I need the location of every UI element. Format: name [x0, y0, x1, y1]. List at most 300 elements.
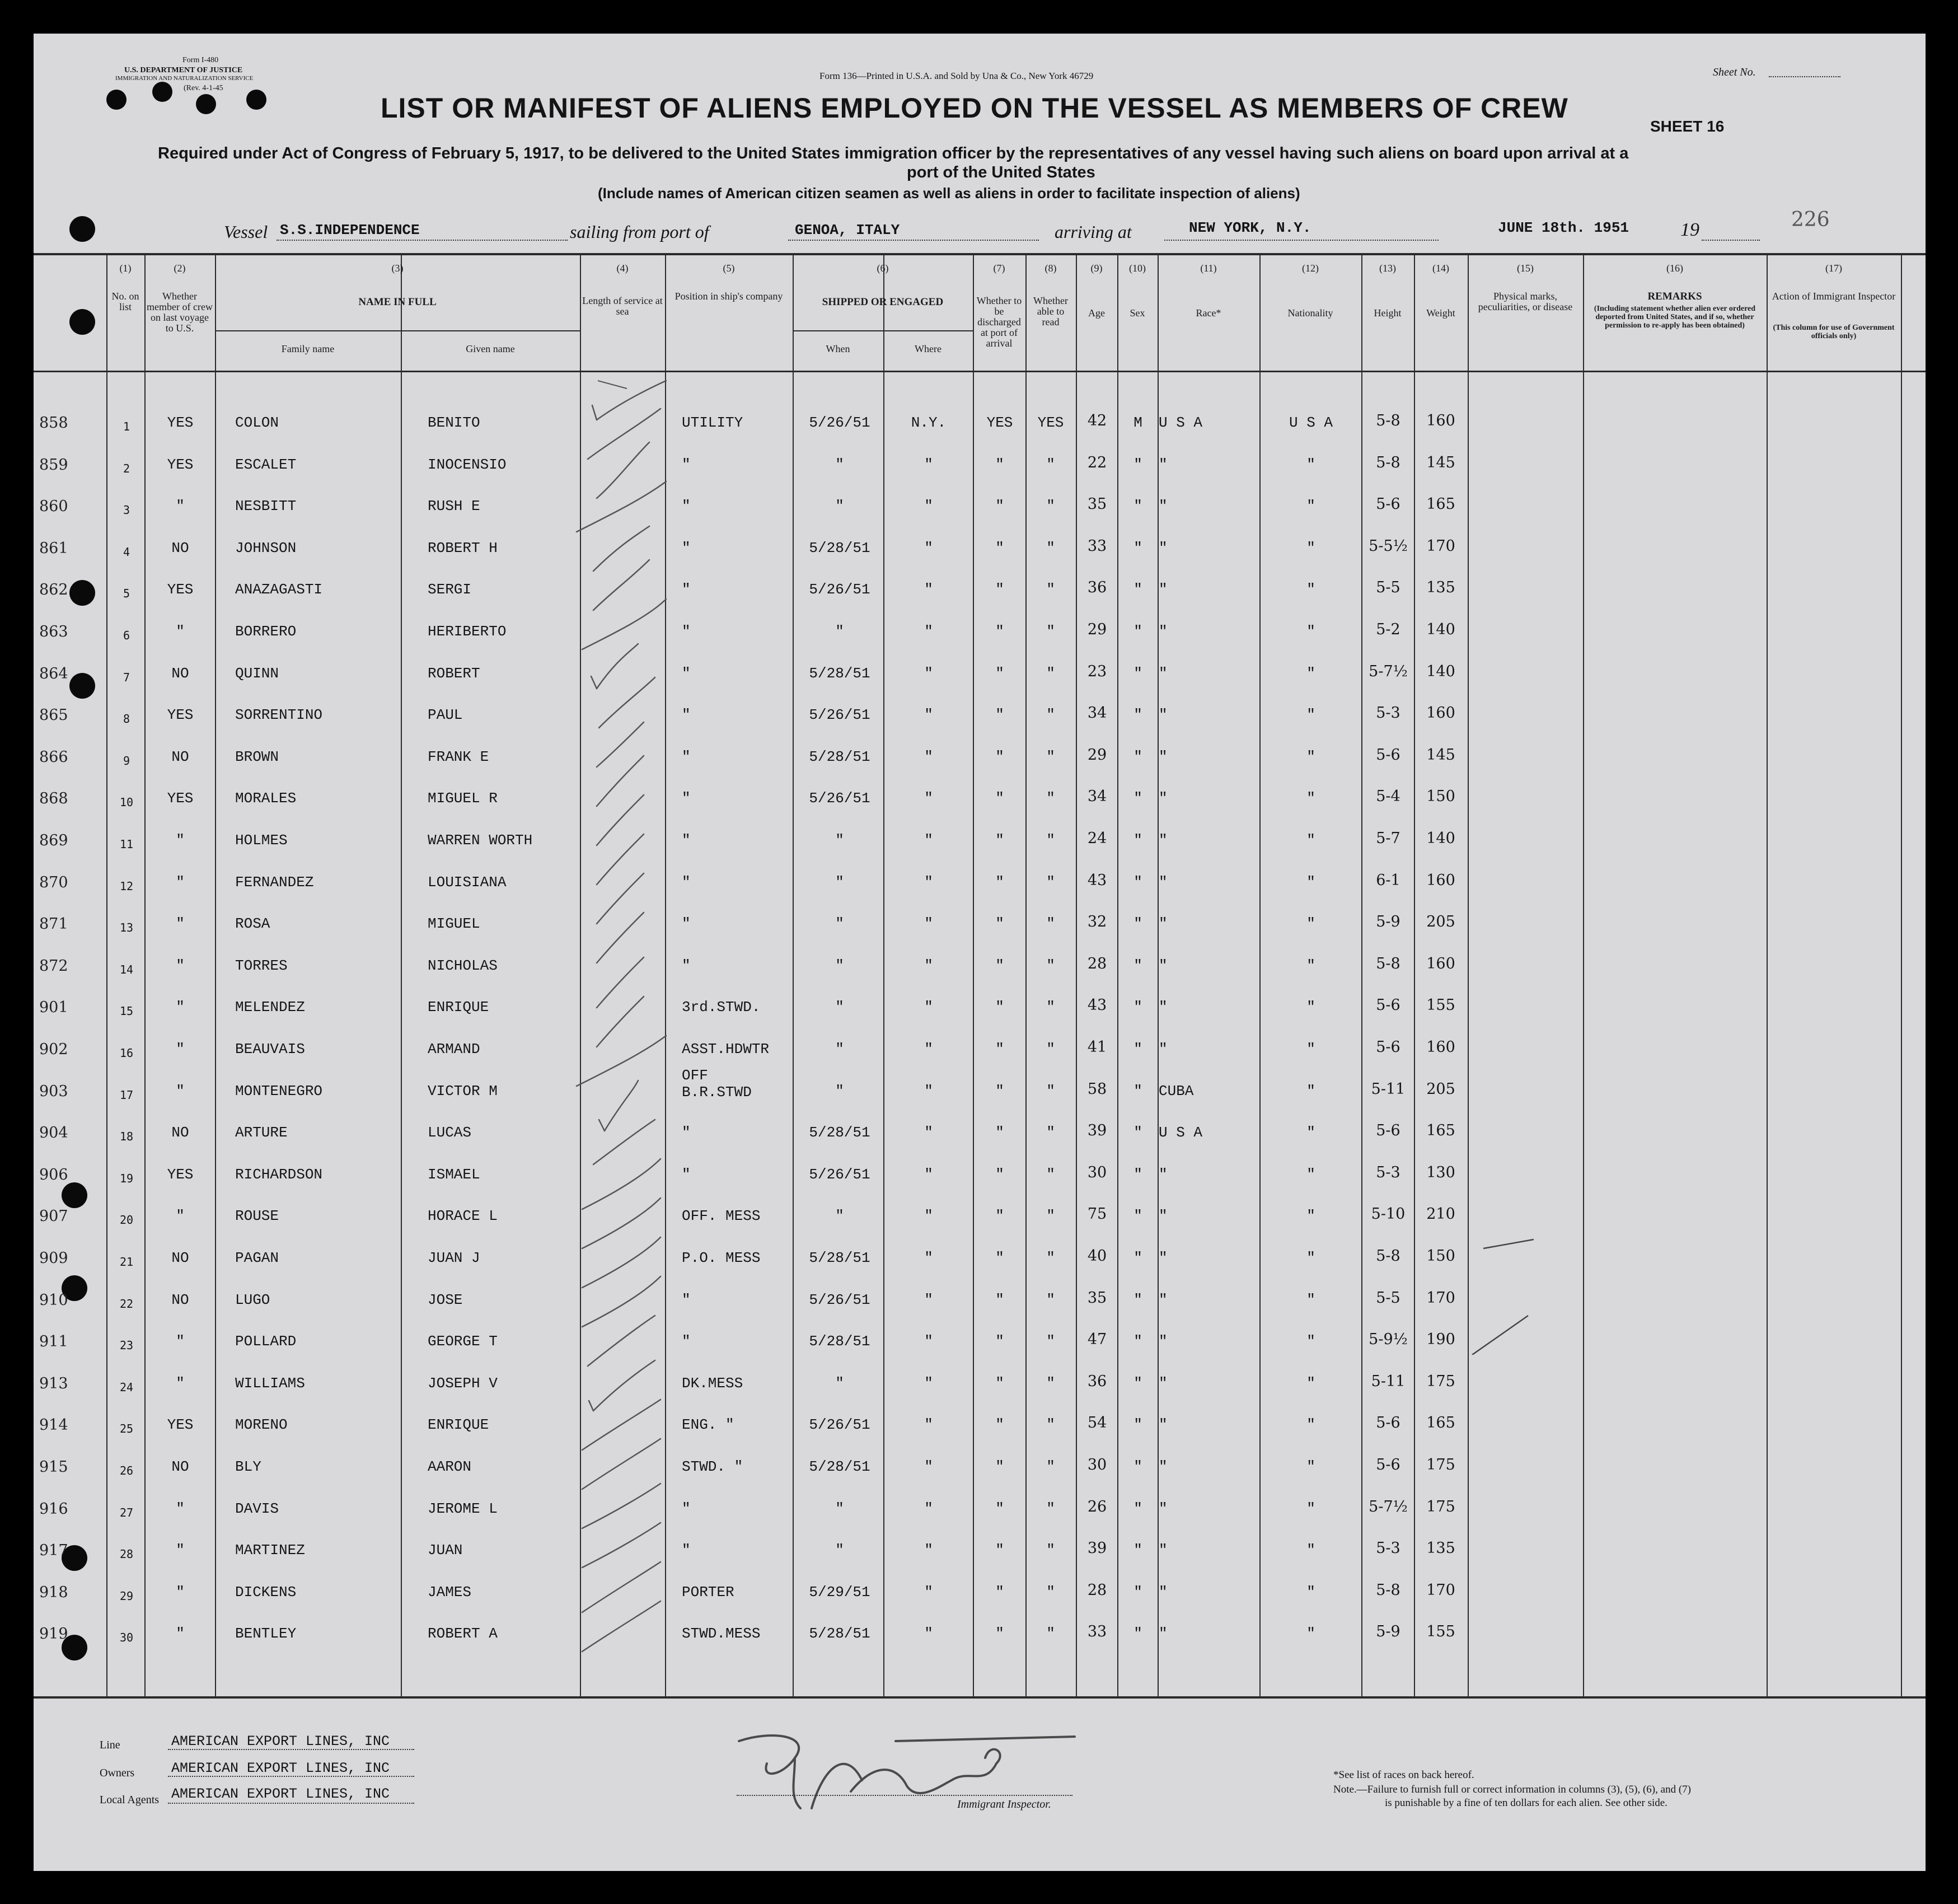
cell-given: LOUISIANA — [428, 874, 507, 891]
cell-given: ROBERT A — [428, 1625, 498, 1642]
cell-dis: " — [995, 874, 1004, 891]
cell-no: 25 — [119, 1422, 134, 1435]
column-number: (8) — [1044, 263, 1057, 274]
column-header-label: REMARKS — [1647, 291, 1702, 302]
cell-ref: 863 — [39, 623, 68, 640]
cell-ht: 5-6 — [1376, 1122, 1400, 1139]
cell-sex: " — [1133, 915, 1142, 932]
cell-ref: 862 — [39, 581, 68, 598]
cell-wt: 205 — [1426, 913, 1455, 930]
cell-family: TORRES — [235, 957, 288, 974]
cell-given: WARREN WORTH — [428, 832, 533, 849]
cell-read: YES — [1037, 414, 1064, 431]
cell-sex: " — [1133, 1458, 1142, 1475]
cell-age: 28 — [1087, 955, 1107, 972]
cell-given: LUCAS — [428, 1124, 472, 1141]
cell-wt: 130 — [1426, 1164, 1455, 1181]
cell-no: 24 — [119, 1381, 134, 1394]
cell-family: BROWN — [235, 748, 279, 765]
cell-ht: 5-2 — [1376, 621, 1400, 638]
cell-sex: " — [1133, 874, 1142, 891]
cell-family: ANAZAGASTI — [235, 581, 323, 598]
cell-wt: 150 — [1426, 788, 1455, 805]
vessel-name: S.S.INDEPENDENCE — [280, 222, 420, 238]
cell-prev: NO — [171, 540, 189, 556]
cell-when: 5/28/51 — [809, 540, 870, 556]
cell-nat: " — [1306, 498, 1315, 514]
cell-race: " — [1159, 1500, 1168, 1517]
cell-wt: 210 — [1426, 1205, 1455, 1223]
cell-nat: " — [1306, 540, 1315, 556]
cell-ref: 865 — [39, 707, 68, 724]
cell-sex: " — [1133, 623, 1142, 640]
cell-where: " — [924, 1208, 933, 1224]
cell-age: 28 — [1087, 1582, 1107, 1599]
cell-ht: 5-8 — [1376, 1247, 1400, 1265]
cell-age: 30 — [1087, 1164, 1107, 1181]
column-header-label: SHIPPED OR ENGAGED — [822, 296, 944, 308]
cell-ht: 6-1 — [1376, 872, 1400, 889]
cell-sex: " — [1133, 1292, 1142, 1308]
cell-when: 5/28/51 — [809, 1250, 870, 1266]
cell-nat: " — [1306, 1542, 1315, 1559]
form-number: Form I-480 — [182, 56, 219, 64]
column-header-label: Whether to be discharged at port of arrival — [976, 295, 1022, 349]
column-number: (14) — [1432, 263, 1449, 274]
cell-no: 21 — [119, 1255, 134, 1269]
cell-given: ARMAND — [428, 1041, 480, 1058]
cell-ht: 5-8 — [1376, 1582, 1400, 1599]
arrival-date: JUNE 18th. 1951 — [1498, 219, 1629, 236]
arriving-label: arriving at — [1055, 222, 1132, 242]
cell-ref: 902 — [39, 1041, 68, 1058]
cell-age: 54 — [1087, 1414, 1107, 1431]
cell-nat: " — [1306, 707, 1315, 723]
cell-read: " — [1046, 1124, 1055, 1141]
cell-wt: 145 — [1426, 746, 1455, 764]
cell-age: 41 — [1087, 1038, 1107, 1056]
column-number: (4) — [616, 263, 629, 274]
punch-hole — [106, 90, 127, 110]
cell-wt: 155 — [1426, 1623, 1455, 1640]
cell-dis: " — [995, 540, 1004, 556]
cell-where: " — [924, 1375, 933, 1392]
sailing-port: GENOA, ITALY — [795, 222, 900, 238]
column-number: (13) — [1379, 263, 1396, 274]
cell-no: 30 — [119, 1631, 134, 1644]
cell-ht: 5-9 — [1376, 913, 1400, 930]
cell-nat: " — [1306, 1208, 1315, 1224]
cell-read: " — [1046, 456, 1055, 473]
cell-dis: " — [995, 707, 1004, 723]
cell-family: WILLIAMS — [235, 1375, 305, 1392]
cell-where: " — [924, 540, 933, 556]
cell-no: 7 — [123, 671, 130, 684]
cell-race: " — [1159, 1416, 1168, 1433]
cell-wt: 170 — [1426, 1289, 1455, 1307]
cell-ht: 5-7½ — [1369, 1498, 1408, 1515]
column-number: (16) — [1666, 263, 1683, 274]
cell-prev: " — [176, 1625, 185, 1642]
cell-no: 22 — [119, 1297, 134, 1311]
cell-dis: " — [995, 915, 1004, 932]
cell-no: 13 — [119, 921, 134, 934]
cell-where: " — [924, 790, 933, 807]
cell-given: JOSE — [428, 1292, 463, 1308]
cell-age: 40 — [1087, 1247, 1107, 1265]
column-header-label: Age — [1088, 307, 1105, 319]
cell-ref: 903 — [39, 1083, 68, 1100]
cell-age: 33 — [1087, 537, 1107, 555]
cell-where: " — [924, 1500, 933, 1517]
cell-ref: 866 — [39, 748, 68, 766]
cell-read: " — [1046, 1500, 1055, 1517]
cell-prev: YES — [167, 414, 194, 431]
cell-pos: " — [682, 1500, 691, 1517]
column-divider — [144, 255, 146, 1696]
punch-hole — [246, 90, 266, 110]
manifest-title: LIST OR MANIFEST OF ALIENS EMPLOYED ON THE VESSEL AS MEMBERS OF CREW — [381, 92, 1568, 124]
cell-dis: " — [995, 623, 1004, 640]
cell-where: " — [924, 665, 933, 682]
cell-read: " — [1046, 1542, 1055, 1559]
cell-dis: " — [995, 1124, 1004, 1141]
cell-dis: " — [995, 832, 1004, 849]
cell-age: 35 — [1087, 495, 1107, 513]
inspector-line — [737, 1795, 1072, 1796]
cell-no: 2 — [123, 462, 130, 475]
cell-ref: 859 — [39, 456, 68, 474]
cell-when: " — [835, 1083, 844, 1100]
cell-ht: 5-11 — [1371, 1373, 1406, 1390]
cell-wt: 160 — [1426, 955, 1455, 972]
cell-ref: 910 — [39, 1292, 68, 1309]
cell-read: " — [1046, 874, 1055, 891]
cell-given: GEORGE T — [428, 1333, 498, 1350]
cell-ref: 868 — [39, 790, 68, 807]
cell-prev: YES — [167, 1416, 194, 1433]
agents-label: Local Agents — [100, 1794, 160, 1806]
column-number: (5) — [723, 263, 735, 274]
cell-pos: " — [682, 957, 691, 974]
cell-when: " — [835, 1208, 844, 1224]
cell-pos: P.O. MESS — [682, 1250, 761, 1266]
header-bottom-rule — [34, 371, 1926, 372]
cell-dis: " — [995, 1041, 1004, 1058]
cell-read: " — [1046, 707, 1055, 723]
department-name: U.S. DEPARTMENT OF JUSTICE — [124, 66, 243, 74]
cell-pos: " — [682, 1542, 691, 1559]
cell-ref: 858 — [39, 414, 68, 432]
cell-no: 19 — [119, 1172, 134, 1185]
cell-given: ROBERT H — [428, 540, 498, 556]
cell-nat: " — [1306, 790, 1315, 807]
cell-where: " — [924, 1458, 933, 1475]
cell-given: ROBERT — [428, 665, 480, 682]
cell-no: 15 — [119, 1004, 134, 1018]
line-value: AMERICAN EXPORT LINES, INC — [171, 1733, 390, 1749]
cell-family: BENTLEY — [235, 1625, 297, 1642]
cell-when: " — [835, 1500, 844, 1517]
cell-sex: " — [1133, 665, 1142, 682]
cell-sex: " — [1133, 790, 1142, 807]
cell-nat: " — [1306, 1250, 1315, 1266]
service-name: IMMIGRATION AND NATURALIZATION SERVICE — [115, 75, 254, 82]
cell-where: " — [924, 999, 933, 1016]
cell-sex: " — [1133, 1542, 1142, 1559]
cell-race: " — [1159, 957, 1168, 974]
cell-wt: 170 — [1426, 1582, 1455, 1599]
cell-pos: " — [682, 623, 691, 640]
cell-given: RUSH E — [428, 498, 480, 514]
cell-when: " — [835, 498, 844, 514]
column-divider — [1414, 255, 1415, 1696]
fine-note-1: Note.—Failure to furnish full or correct information in columns (3), (5), (6), and (7) — [1333, 1784, 1691, 1795]
cell-sex: " — [1133, 540, 1142, 556]
cell-pos: " — [682, 915, 691, 932]
cell-pos: STWD. " — [682, 1458, 743, 1475]
cell-wt: 175 — [1426, 1456, 1455, 1473]
cell-when: " — [835, 999, 844, 1016]
cell-pos: " — [682, 665, 691, 682]
cell-no: 26 — [119, 1464, 134, 1477]
cell-when: 5/28/51 — [809, 1333, 870, 1350]
column-number: (12) — [1302, 263, 1319, 274]
column-header-label: Race* — [1196, 307, 1221, 319]
cell-race: " — [1159, 1458, 1168, 1475]
cell-sex: " — [1133, 1166, 1142, 1183]
column-header-label: NAME IN FULL — [358, 296, 437, 308]
cell-family: POLLARD — [235, 1333, 297, 1350]
cell-family: COLON — [235, 414, 279, 431]
cell-ht: 5-6 — [1376, 746, 1400, 764]
cell-where: " — [924, 1292, 933, 1308]
cell-wt: 135 — [1426, 579, 1455, 596]
cell-when: " — [835, 915, 844, 932]
cell-given: PAUL — [428, 707, 463, 723]
column-divider — [1583, 255, 1584, 1696]
cell-race: " — [1159, 999, 1168, 1016]
cell-pos: 3rd.STWD. — [682, 999, 761, 1016]
cell-wt: 170 — [1426, 537, 1455, 555]
cell-ref: 911 — [39, 1333, 68, 1350]
cell-family: ROSA — [235, 915, 270, 932]
cell-race: " — [1159, 1584, 1168, 1601]
cell-dis: " — [995, 957, 1004, 974]
cell-ref: 864 — [39, 665, 68, 682]
cell-given: INOCENSIO — [428, 456, 507, 473]
cell-dis: " — [995, 1083, 1004, 1100]
cell-race: " — [1159, 1375, 1168, 1392]
cell-age: 22 — [1087, 454, 1107, 471]
cell-given: BENITO — [428, 414, 480, 431]
cell-ht: 5-5 — [1376, 579, 1400, 596]
cell-read: " — [1046, 540, 1055, 556]
cell-given: JUAN J — [428, 1250, 480, 1266]
cell-pos: " — [682, 707, 691, 723]
column-header-label: Length of service at sea — [582, 295, 663, 317]
name-subheader-rule — [215, 330, 580, 331]
agents-value: AMERICAN EXPORT LINES, INC — [171, 1786, 390, 1802]
cell-wt: 160 — [1426, 412, 1455, 429]
cell-prev: " — [176, 957, 185, 974]
owners-underline — [168, 1776, 414, 1777]
sheet-no-label: Sheet No. — [1713, 66, 1756, 78]
cell-race: " — [1159, 1208, 1168, 1224]
cell-wt: 205 — [1426, 1080, 1455, 1098]
cell-pos: " — [682, 832, 691, 849]
port-underline — [788, 240, 1039, 241]
cell-ref: 913 — [39, 1375, 68, 1392]
cell-dis: " — [995, 1375, 1004, 1392]
cell-read: " — [1046, 1416, 1055, 1433]
cell-ht: 5-6 — [1376, 1038, 1400, 1056]
shipped-subheader-rule — [793, 330, 973, 331]
cell-nat: " — [1306, 999, 1315, 1016]
cell-dis: " — [995, 1458, 1004, 1475]
cell-dis: " — [995, 1542, 1004, 1559]
cell-family: BORRERO — [235, 623, 297, 640]
cell-prev: YES — [167, 581, 194, 598]
sailing-label: sailing from port of — [570, 222, 709, 242]
cell-pos: " — [682, 540, 691, 556]
cell-ref: 906 — [39, 1166, 68, 1183]
cell-pos: " — [682, 1124, 691, 1141]
cell-read: " — [1046, 1250, 1055, 1266]
cell-age: 36 — [1087, 579, 1107, 596]
cell-read: " — [1046, 1166, 1055, 1183]
cell-no: 14 — [119, 963, 134, 976]
cell-where: " — [924, 1250, 933, 1266]
column-number: (7) — [993, 263, 1005, 274]
cell-wt: 165 — [1426, 1122, 1455, 1139]
cell-read: " — [1046, 1625, 1055, 1642]
cell-ht: 5-3 — [1376, 1164, 1400, 1181]
cell-ht: 5-7½ — [1369, 663, 1408, 680]
cell-no: 8 — [123, 712, 130, 726]
cell-pos: UTILITY — [682, 414, 743, 431]
cell-pos: " — [682, 581, 691, 598]
cell-no: 12 — [119, 880, 134, 893]
cell-family: ARTURE — [235, 1124, 288, 1141]
cell-age: 47 — [1087, 1331, 1107, 1348]
cell-ref: 914 — [39, 1416, 68, 1434]
cell-ref: 901 — [39, 999, 68, 1016]
cell-age: 34 — [1087, 788, 1107, 805]
cell-where: " — [924, 1542, 933, 1559]
cell-wt: 165 — [1426, 1414, 1455, 1431]
cell-family: ESCALET — [235, 456, 297, 473]
cell-ht: 5-4 — [1376, 788, 1400, 805]
cell-race: " — [1159, 874, 1168, 891]
cell-read: " — [1046, 999, 1055, 1016]
cell-sex: " — [1133, 957, 1142, 974]
cell-race: " — [1159, 1625, 1168, 1642]
cell-ref: 904 — [39, 1124, 68, 1142]
column-header-label: Position in ship's company — [674, 291, 783, 302]
line-label: Line — [100, 1739, 120, 1751]
cell-where: " — [924, 1041, 933, 1058]
shipped-when-header: When — [826, 343, 850, 354]
cell-where: " — [924, 1625, 933, 1642]
cell-age: 43 — [1087, 872, 1107, 889]
cell-sex: " — [1133, 456, 1142, 473]
cell-nat: " — [1306, 581, 1315, 598]
fine-note-2: is punishable by a fine of ten dollars for each alien. See other side. — [1385, 1797, 1667, 1809]
cell-when: " — [835, 1542, 844, 1559]
cell-sex: " — [1133, 1500, 1142, 1517]
inspector-label: Immigrant Inspector. — [957, 1798, 1051, 1811]
cell-ref: 915 — [39, 1458, 68, 1476]
column-header-note: (Including statement whether alien ever ordered deported from United States, and if so, whether permission to re-apply has been obtained) — [1594, 305, 1756, 330]
cell-nat: " — [1306, 665, 1315, 682]
cell-no: 10 — [119, 796, 134, 809]
cell-family: RICHARDSON — [235, 1166, 323, 1183]
punch-hole — [69, 216, 95, 242]
cell-race: " — [1159, 456, 1168, 473]
cell-given: JAMES — [428, 1584, 472, 1601]
cell-family: MONTENEGRO — [235, 1083, 323, 1100]
cell-wt: 150 — [1426, 1247, 1455, 1265]
cell-given: HERIBERTO — [428, 623, 507, 640]
cell-sex: " — [1133, 1625, 1142, 1642]
cell-wt: 155 — [1426, 997, 1455, 1014]
cell-family: BEAUVAIS — [235, 1041, 305, 1058]
cell-read: " — [1046, 790, 1055, 807]
column-number: (17) — [1825, 263, 1842, 274]
cell-nat: " — [1306, 1124, 1315, 1141]
cell-nat: " — [1306, 1166, 1315, 1183]
cell-nat: " — [1306, 1375, 1315, 1392]
cell-prev: NO — [171, 1124, 189, 1141]
cell-ht: 5-6 — [1376, 495, 1400, 513]
cell-prev: NO — [171, 1250, 189, 1266]
cell-ref: 860 — [39, 498, 68, 515]
cell-read: " — [1046, 498, 1055, 514]
owners-label: Owners — [100, 1767, 135, 1779]
cell-sex: " — [1133, 581, 1142, 598]
cell-family: HOLMES — [235, 832, 288, 849]
cell-read: " — [1046, 1584, 1055, 1601]
punch-hole — [152, 82, 172, 102]
remarks-pen-marks — [1467, 1232, 1534, 1355]
cell-ht: 5-6 — [1376, 1456, 1400, 1473]
cell-age: 43 — [1087, 997, 1107, 1014]
agents-underline — [168, 1803, 414, 1804]
cell-sex: " — [1133, 1416, 1142, 1433]
cell-dis: " — [995, 456, 1004, 473]
cell-age: 39 — [1087, 1122, 1107, 1139]
cell-where: " — [924, 915, 933, 932]
cell-pos: " — [682, 1333, 691, 1350]
cell-when: " — [835, 957, 844, 974]
cell-nat: " — [1306, 1416, 1315, 1433]
cell-pos: OFF. MESS — [682, 1208, 761, 1224]
cell-ref: 871 — [39, 915, 68, 933]
column-header-label: Nationality — [1287, 307, 1333, 319]
cell-wt: 160 — [1426, 704, 1455, 722]
cell-sex: M — [1133, 414, 1142, 431]
cell-race: " — [1159, 707, 1168, 723]
cell-no: 3 — [123, 503, 130, 517]
cell-given: HORACE L — [428, 1208, 498, 1224]
cell-nat: " — [1306, 1458, 1315, 1475]
cell-prev: " — [176, 1083, 185, 1100]
cell-where: " — [924, 1333, 933, 1350]
cell-race: " — [1159, 832, 1168, 849]
cell-dis: " — [995, 665, 1004, 682]
cell-ht: 5-11 — [1371, 1080, 1406, 1098]
